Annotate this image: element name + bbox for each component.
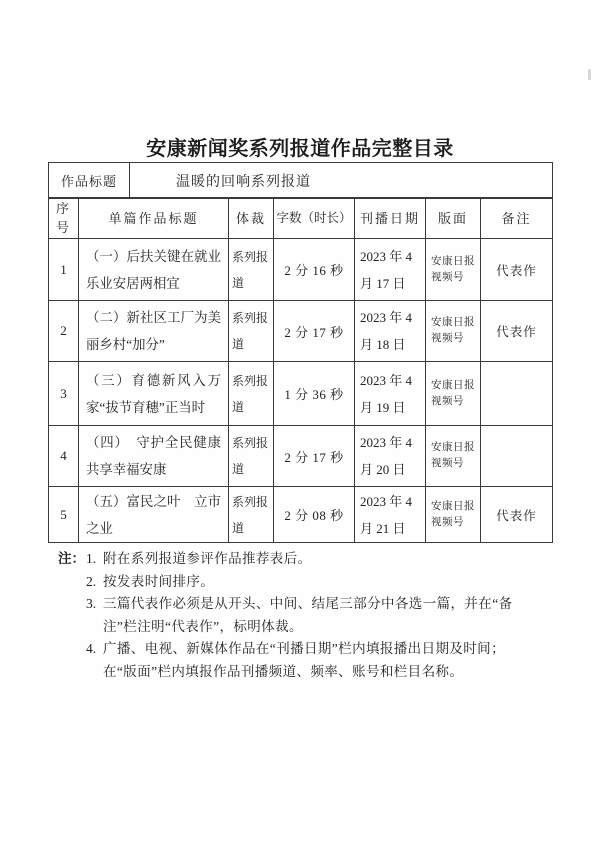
note-text: 广播、电视、新媒体作品在“刊播日期”栏内填报播出日期及时间；在“版面”栏内填报作品刊播频道、频率、账号和栏目名称。 xyxy=(103,641,505,679)
table-row-3 xyxy=(49,362,553,426)
table-row-5 xyxy=(49,487,553,543)
note-number: 3. xyxy=(86,596,97,611)
series-title-table xyxy=(48,162,553,199)
cell-duration: 2 分 17 秒 xyxy=(274,301,355,362)
column-header-0: 序号 xyxy=(49,198,79,239)
page-title: 安康新闻奖系列报道作品完整目录 xyxy=(146,138,454,161)
column-header-4: 刊播日期 xyxy=(355,198,426,239)
cell-genre: 系列报道 xyxy=(229,362,274,426)
cell-remark: 代表作 xyxy=(481,239,553,301)
column-header-5: 版面 xyxy=(426,198,481,239)
cell-platform: 安康日报视频号 xyxy=(426,301,481,362)
works-table xyxy=(48,197,553,543)
cell-platform: 安康日报视频号 xyxy=(426,487,481,543)
cell-duration: 1 分 36 秒 xyxy=(274,362,355,426)
cell-platform: 安康日报视频号 xyxy=(426,239,481,301)
note-item-4 xyxy=(86,638,536,683)
cell-date: 2023 年 4 月 19 日 xyxy=(355,362,426,426)
note-text: 三篇代表作必须是从开头、中间、结尾三部分中各选一篇，并在“备注”栏注明“代表作”，标明体裁。 xyxy=(103,596,513,634)
note-text: 按发表时间排序。 xyxy=(103,573,215,589)
cell-remark xyxy=(481,426,553,487)
notes-label: 注： xyxy=(58,551,85,566)
note-number: 4. xyxy=(86,641,97,656)
note-item-1 xyxy=(86,548,536,571)
series-title-row xyxy=(49,163,553,199)
table-row-1 xyxy=(49,239,553,301)
note-number: 2. xyxy=(86,573,97,589)
cell-genre: 系列报道 xyxy=(229,239,274,301)
series-title-label: 作品标题 xyxy=(49,163,130,199)
table-row-4 xyxy=(49,426,553,487)
cell-title: （一）后扶关键在就业乐业安居两相宜 xyxy=(79,239,229,301)
cell-title: （三）育德新风入万家“拔节育穗”正当时 xyxy=(79,362,229,426)
cell-no: 2 xyxy=(49,301,79,362)
cell-platform: 安康日报视频号 xyxy=(426,362,481,426)
cell-date: 2023 年 4 月 18 日 xyxy=(355,301,426,362)
cell-no: 1 xyxy=(49,239,79,301)
note-item-2 xyxy=(86,571,536,594)
cell-remark xyxy=(481,362,553,426)
cell-genre: 系列报道 xyxy=(229,426,274,487)
cell-remark: 代表作 xyxy=(481,301,553,362)
cell-date: 2023 年 4 月 17 日 xyxy=(355,239,426,301)
notes-section xyxy=(58,548,548,683)
note-item-3 xyxy=(86,593,536,638)
series-title-value: 温暖的回响系列报道 xyxy=(130,163,553,199)
cell-no: 3 xyxy=(49,362,79,426)
table-row-2 xyxy=(49,301,553,362)
cell-date: 2023 年 4 月 21 日 xyxy=(355,487,426,543)
cell-title: （五）富民之叶 立市之业 xyxy=(79,487,229,543)
works-table-header-row xyxy=(49,198,553,239)
note-number: 1. xyxy=(86,551,97,566)
column-header-6: 备注 xyxy=(481,198,553,239)
notes-list xyxy=(86,548,536,683)
cell-duration: 2 分 17 秒 xyxy=(274,426,355,487)
cell-remark: 代表作 xyxy=(481,487,553,543)
column-header-2: 体裁 xyxy=(229,198,274,239)
column-header-1: 单篇作品标题 xyxy=(79,198,229,239)
cell-duration: 2 分 16 秒 xyxy=(274,239,355,301)
scan-artifact xyxy=(588,69,591,80)
note-text: 附在系列报道参评作品推荐表后。 xyxy=(103,551,312,566)
cell-duration: 2 分 08 秒 xyxy=(274,487,355,543)
cell-genre: 系列报道 xyxy=(229,487,274,543)
cell-no: 5 xyxy=(49,487,79,543)
cell-title: （二）新社区工厂为美丽乡村“加分” xyxy=(79,301,229,362)
cell-no: 4 xyxy=(49,426,79,487)
cell-date: 2023 年 4 月 20 日 xyxy=(355,426,426,487)
cell-platform: 安康日报视频号 xyxy=(426,426,481,487)
column-header-3: 字数（时长） xyxy=(274,198,355,239)
cell-title: （四） 守护全民健康共享幸福安康 xyxy=(79,426,229,487)
cell-genre: 系列报道 xyxy=(229,301,274,362)
